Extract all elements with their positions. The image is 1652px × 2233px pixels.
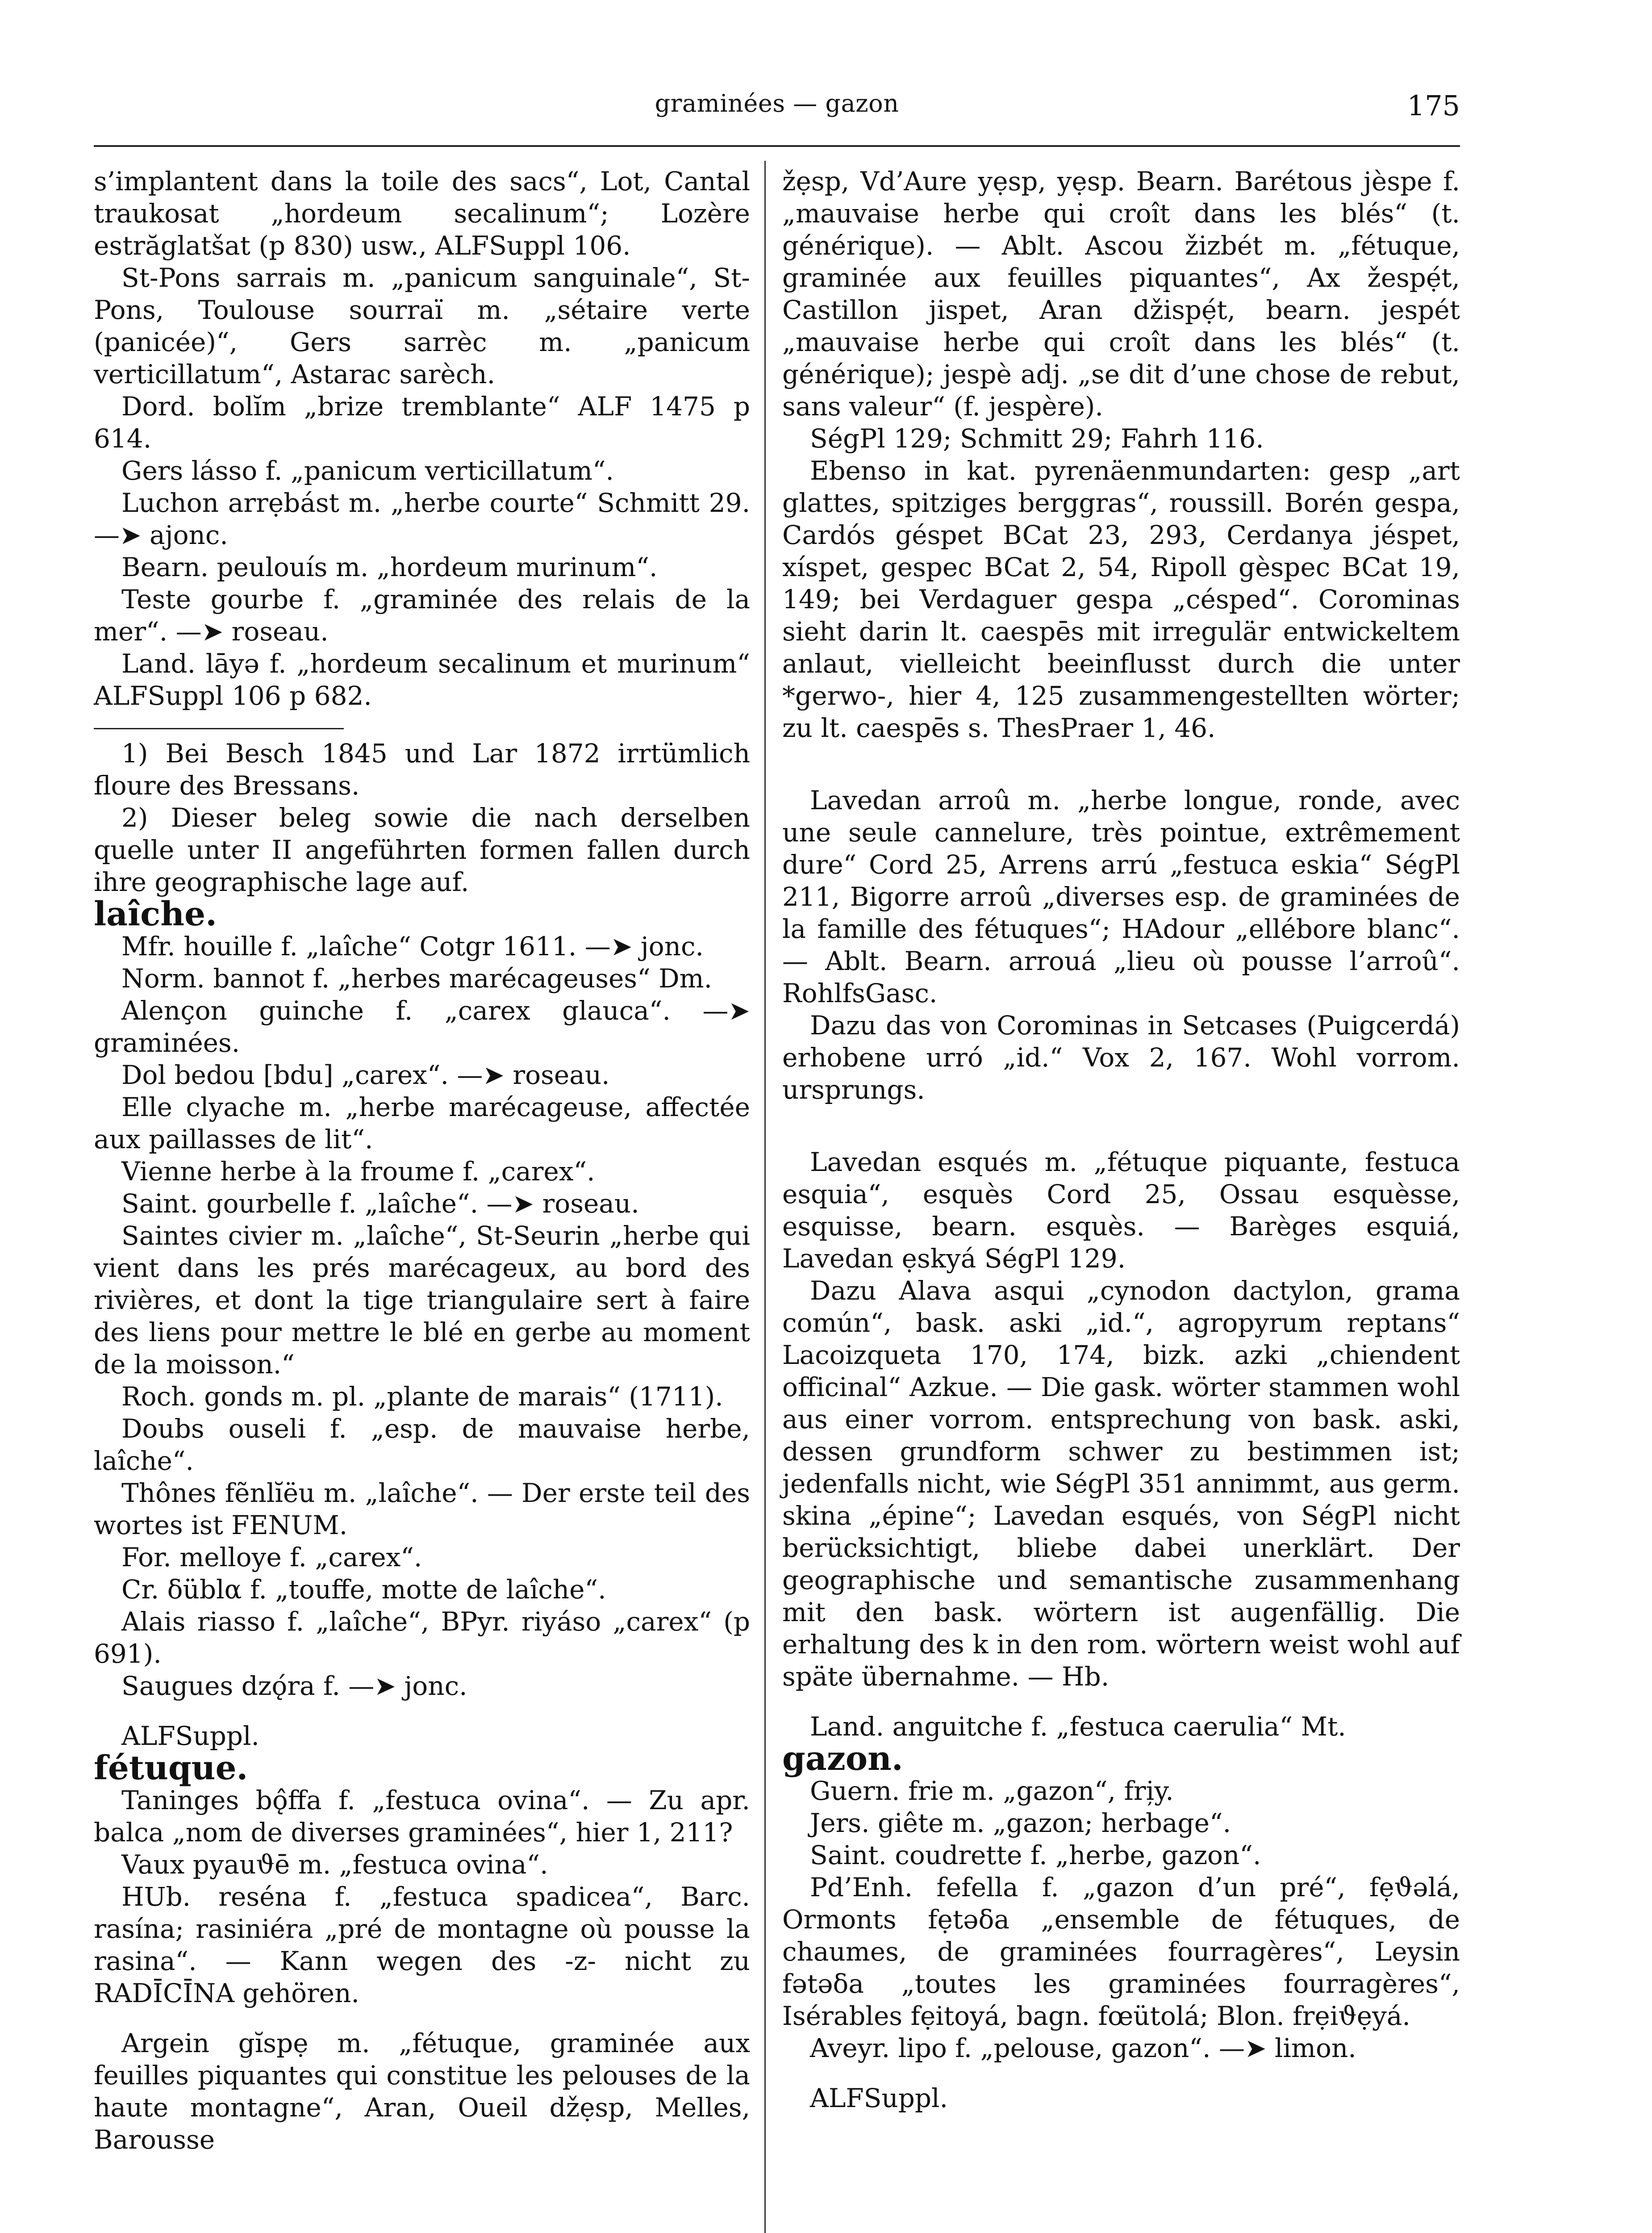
right-column (782, 165, 1460, 2114)
page-number: 175 (1407, 89, 1460, 122)
footnote-rule (94, 728, 344, 729)
paragraph: Gers lásso f. „panicum verticillatum“. (121, 456, 614, 486)
entry: Vienne herbe à la froume f. „carex“. (121, 1156, 595, 1187)
entry: Guern. frie m. „gazon“, fri̦y. (810, 1776, 1174, 1806)
paragraph: s’implantent dans la toile des sacs“, Lot, Cantal traukosat „hordeum secalinum“; Lozère estrăglatšat (p 830) usw., ALFSuppl 106. (94, 166, 750, 261)
paragraph: Lavedan esqués m. „fétuque piquante, festuca esquia“, esquès Cord 25, Ossau esquèsse, esquisse, bearn. esquès. — Barèges esquiá, Lavedan ẹskyá SégPl 129. (782, 1147, 1460, 1274)
entry: Thônes fẽnlĭëu m. „laîche“. — Der erste teil des wortes ist FENUM. (94, 1478, 750, 1540)
entry: Roch. gonds m. pl. „plante de marais“ (1711). (121, 1381, 723, 1412)
paragraph: Land. lāyə f. „hordeum secalinum et murinum“ ALFSuppl 106 p 682. (94, 648, 750, 711)
entry: Taninges bǫ̂ffa f. „festuca ovina“. — Zu apr. balca „nom de diverses graminées“, hier 1, 211? (94, 1785, 750, 1848)
paragraph: Dazu das von Corominas in Setcases (Puigcerdá) erhobene urró „id.“ Vox 2, 167. Wohl vorrom. ursprungs. (782, 1010, 1460, 1105)
paragraph: St-Pons sarrais m. „panicum sanguinale“, St-Pons, Toulouse sourraï m. „sétaire verte (panicée)“, Gers sarrèc m. „panicum verticillatum“, Astarac sarèch. (94, 263, 750, 389)
header-rule (94, 145, 1460, 147)
entry: Doubs ouseli f. „esp. de mauvaise herbe, laîche“. (94, 1413, 750, 1476)
entry: Norm. bannot f. „herbes marécageuses“ Dm. (121, 963, 713, 994)
entry: ALFSuppl. (121, 1721, 259, 1751)
column-divider (764, 161, 766, 2233)
section-heading-gazon: gazon. (782, 1740, 903, 1778)
running-title: graminées — gazon (655, 89, 899, 117)
entry: Aveyr. lipo f. „pelouse, gazon“. —➤ limon. (810, 2033, 1356, 2063)
paragraph: Dazu Alava asqui „cynodon dactylon, grama común“, bask. aski „id.“, agropyrum reptans“ Lacoizqueta 170, 174, bizk. azki „chiendent officinal“ Azkue. — Die gask. wörter stammen wohl aus einer vorrom. entsprechung von bask. aski, dessen grundform schwer zu bestimmen ist; jedenfalls nicht, wie SégPl 351 annimmt, aus germ. skina „épine“; Lavedan esqués, von SégPl nicht berücksichtigt, bliebe dabei unerklärt. Der geographische und semantische zusammenhang mit den bask. wörtern ist augenfällig. Die erhaltung des k in den rom. wörtern weist wohl auf späte übernahme. — Hb. (782, 1275, 1460, 1692)
paragraph: Land. anguitche f. „festuca caerulia“ Mt. (810, 1711, 1346, 1742)
paragraph: žẹsp, Vd’Aure yẹsp, yẹsp. Bearn. Barétous jèspe f. „mauvaise herbe qui croît dans les blés“ (t. générique). — Ablt. Ascou žizbét m. „fétuque, graminée aux feuilles piquantes“, Ax žespẹ́t, Castillon jispet, Aran džispẹ́t, bearn. jespét „mauvaise herbe qui croît dans les blés“ (t. générique); jespè adj. „se dit d’une chose de rebut, sans valeur“ (f. jespère). (782, 166, 1460, 422)
entry: ALFSuppl. (810, 2083, 948, 2113)
entry: Jers. giête m. „gazon; herbage“. (810, 1808, 1231, 1838)
entry: Mfr. houille f. „laîche“ Cotgr 1611. —➤ jonc. (121, 931, 704, 962)
section-heading-laiche: laîche. (94, 895, 217, 933)
entry: Vaux pyauϑē m. „festuca ovina“. (121, 1849, 548, 1880)
entry: HUb. reséna f. „festuca spadicea“, Barc. rasína; rasiniéra „pré de montagne où pousse la rasina“. — Kann wegen des -z- nicht zu RADĪCĪNA gehören. (94, 1882, 750, 2008)
footnote: 1) Bei Besch 1845 und Lar 1872 irrtümlich floure des Bressans. (94, 738, 750, 801)
entry: Pd’Enh. fefella f. „gazon d’un pré“, fẹϑəlá, Ormonts fẹtəδa „ensemble de fétuques, de chaumes, de graminées fourragères“, Leysin fətəδa „toutes les graminées fourragères“, Isérables fẹitoyá, bagn. fœütolá; Blon. frẹiϑẹyá. (782, 1872, 1460, 2031)
entry: Elle clyache m. „herbe marécageuse, affectée aux paillasses de lit“. (94, 1092, 750, 1154)
paragraph: SégPl 129; Schmitt 29; Fahrh 116. (810, 423, 1264, 454)
footnote: 2) Dieser beleg sowie die nach derselben quelle unter II angeführten formen fallen durch ihre geographische lage auf. (94, 803, 750, 897)
entry: Saint. coudrette f. „herbe, gazon“. (810, 1840, 1261, 1870)
paragraph: Teste gourbe f. „graminée des relais de la mer“. —➤ roseau. (94, 584, 750, 647)
paragraph: Bearn. peulouís m. „hordeum murinum“. (121, 552, 658, 582)
entry: Saugues dzǫ́ra f. —➤ jonc. (121, 1671, 467, 1701)
page-header (94, 89, 1460, 143)
entry: Dol bedou [bdu] „carex“. —➤ roseau. (121, 1060, 610, 1090)
entry: Saint. gourbelle f. „laîche“. —➤ roseau. (121, 1188, 639, 1219)
entry: Alais riasso f. „laîche“, BPyr. riyáso „carex“ (p 691). (94, 1606, 750, 1669)
paragraph: Luchon arrẹbást m. „herbe courte“ Schmitt 29. —➤ ajonc. (94, 488, 750, 550)
entry: For. melloye f. „carex“. (121, 1542, 422, 1572)
entry: Argein gĭspẹ m. „fétuque, graminée aux feuilles piquantes qui constitue les pelouses de la haute montagne“, Aran, Oueil džẹsp, Melles, Barousse (94, 2028, 750, 2155)
entry: Cr. δüblα f. „touffe, motte de laîche“. (121, 1574, 606, 1605)
paragraph: Dord. bolĭm „brize tremblante“ ALF 1475 p 614. (94, 391, 750, 454)
paragraph: Lavedan arroû m. „herbe longue, ronde, avec une seule cannelure, très pointue, extrêmement dure“ Cord 25, Arrens arrú „festuca eskia“ SégPl 211, Bigorre arroû „diverses esp. de graminées de la famille des fétuques“; HAdour „ellébore blanc“. — Ablt. Bearn. arrouá „lieu où pousse l’arroû“. RohlfsGasc. (782, 785, 1460, 1008)
entry: Saintes civier m. „laîche“, St-Seurin „herbe qui vient dans les prés marécageux, au bord des rivières, et dont la tige triangulaire sert à faire des liens pour mettre le blé en gerbe au moment de la moisson.“ (94, 1221, 750, 1380)
paragraph: Ebenso in kat. pyrenäenmundarten: gesp „art glattes, spitziges berggras“, roussill. Borén gespa, Cardós géspet BCat 23, 293, Cerdanya jéspet, xíspet, gespec BCat 2, 54, Ripoll gèspec BCat 19, 149; bei Verdaguer gespa „césped“. Corominas sieht darin lt. caespēs mit irregulär entwickeltem anlaut, vielleicht beeinflusst durch die unter *gerwo-, hier 4, 125 zusammengestellten wörter; zu lt. caespēs s. ThesPraer 1, 46. (782, 456, 1460, 743)
left-column (94, 165, 750, 2156)
entry: Alençon guinche f. „carex glauca“. —➤ graminées. (94, 995, 750, 1058)
section-heading-fetuque: fétuque. (94, 1749, 248, 1787)
